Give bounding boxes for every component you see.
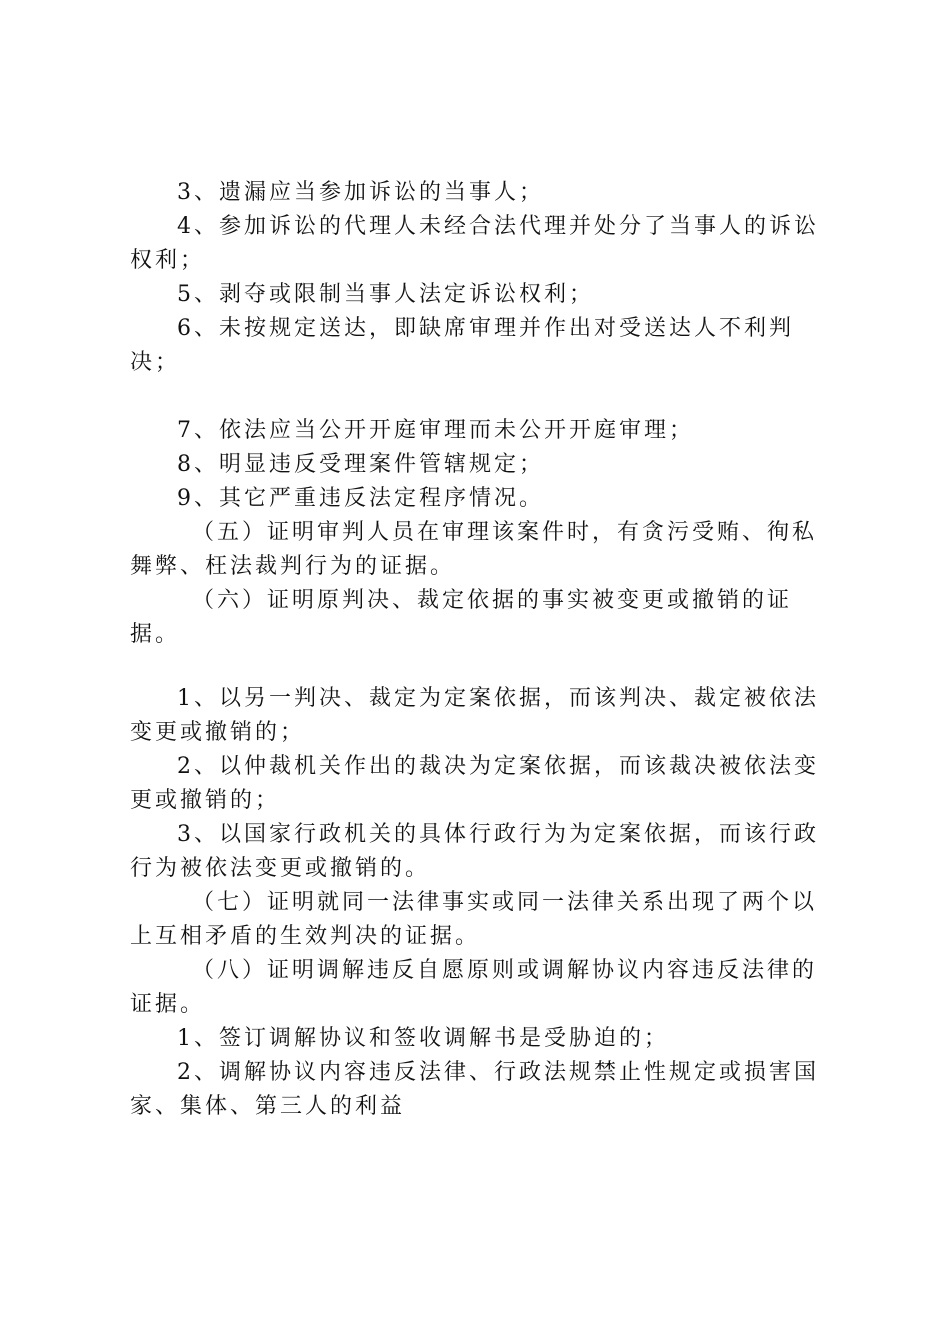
paragraph-item-6-improper-service: 6、未按规定送达，即缺席审理并作出对受送达人不利判决； [130, 316, 794, 375]
paragraph-item-9-other-procedure-violation: 9、其它严重违反法定程序情况。 [177, 486, 544, 511]
paragraph-section-8-mediation-violation: （八）证明调解违反自愿原则或调解协议内容违反法律的证据。 [130, 958, 818, 1017]
paragraph-item-4-agent-without-authority: 4、参加诉讼的代理人未经合法代理并处分了当事人的诉讼权利； [130, 214, 819, 273]
paragraph-item-1-judgment-changed: 1、以另一判决、裁定为定案依据，而该判决、裁定被依法变更或撤销的； [130, 686, 819, 745]
paragraph-item-3-administrative-act-changed: 3、以国家行政机关的具体行政行为为定案依据，而该行政行为被依法变更或撤销的。 [130, 822, 819, 881]
paragraph-section-6-basis-changed: （六）证明原判决、裁定依据的事实被变更或撤销的证据。 [130, 588, 793, 647]
paragraph-item-1-coerced-mediation: 1、签订调解协议和签收调解书是受胁迫的； [177, 1026, 669, 1051]
paragraph-item-3-omitted-party: 3、遗漏应当参加诉讼的当事人； [177, 180, 544, 205]
paragraph-item-5-deprived-rights: 5、剥夺或限制当事人法定诉讼权利； [177, 282, 594, 307]
paragraph-item-7-not-public-hearing: 7、依法应当公开开庭审理而未公开开庭审理； [177, 418, 694, 443]
paragraph-item-2-mediation-unlawful: 2、调解协议内容违反法律、行政法规禁止性规定或损害国家、集体、第三人的利益 [130, 1060, 819, 1119]
paragraph-item-2-arbitration-changed: 2、以仲裁机关作出的裁决为定案依据，而该裁决被依法变更或撤销的； [130, 754, 819, 813]
paragraph-item-8-jurisdiction-violation: 8、明显违反受理案件管辖规定； [177, 452, 544, 477]
document-body [130, 176, 835, 1124]
paragraph-section-5-judge-misconduct: （五）证明审判人员在审理该案件时，有贪污受贿、徇私舞弊、枉法裁判行为的证据。 [130, 520, 818, 579]
paragraph-section-7-conflicting-judgments: （七）证明就同一法律事实或同一法律关系出现了两个以上互相矛盾的生效判决的证据。 [130, 890, 818, 949]
